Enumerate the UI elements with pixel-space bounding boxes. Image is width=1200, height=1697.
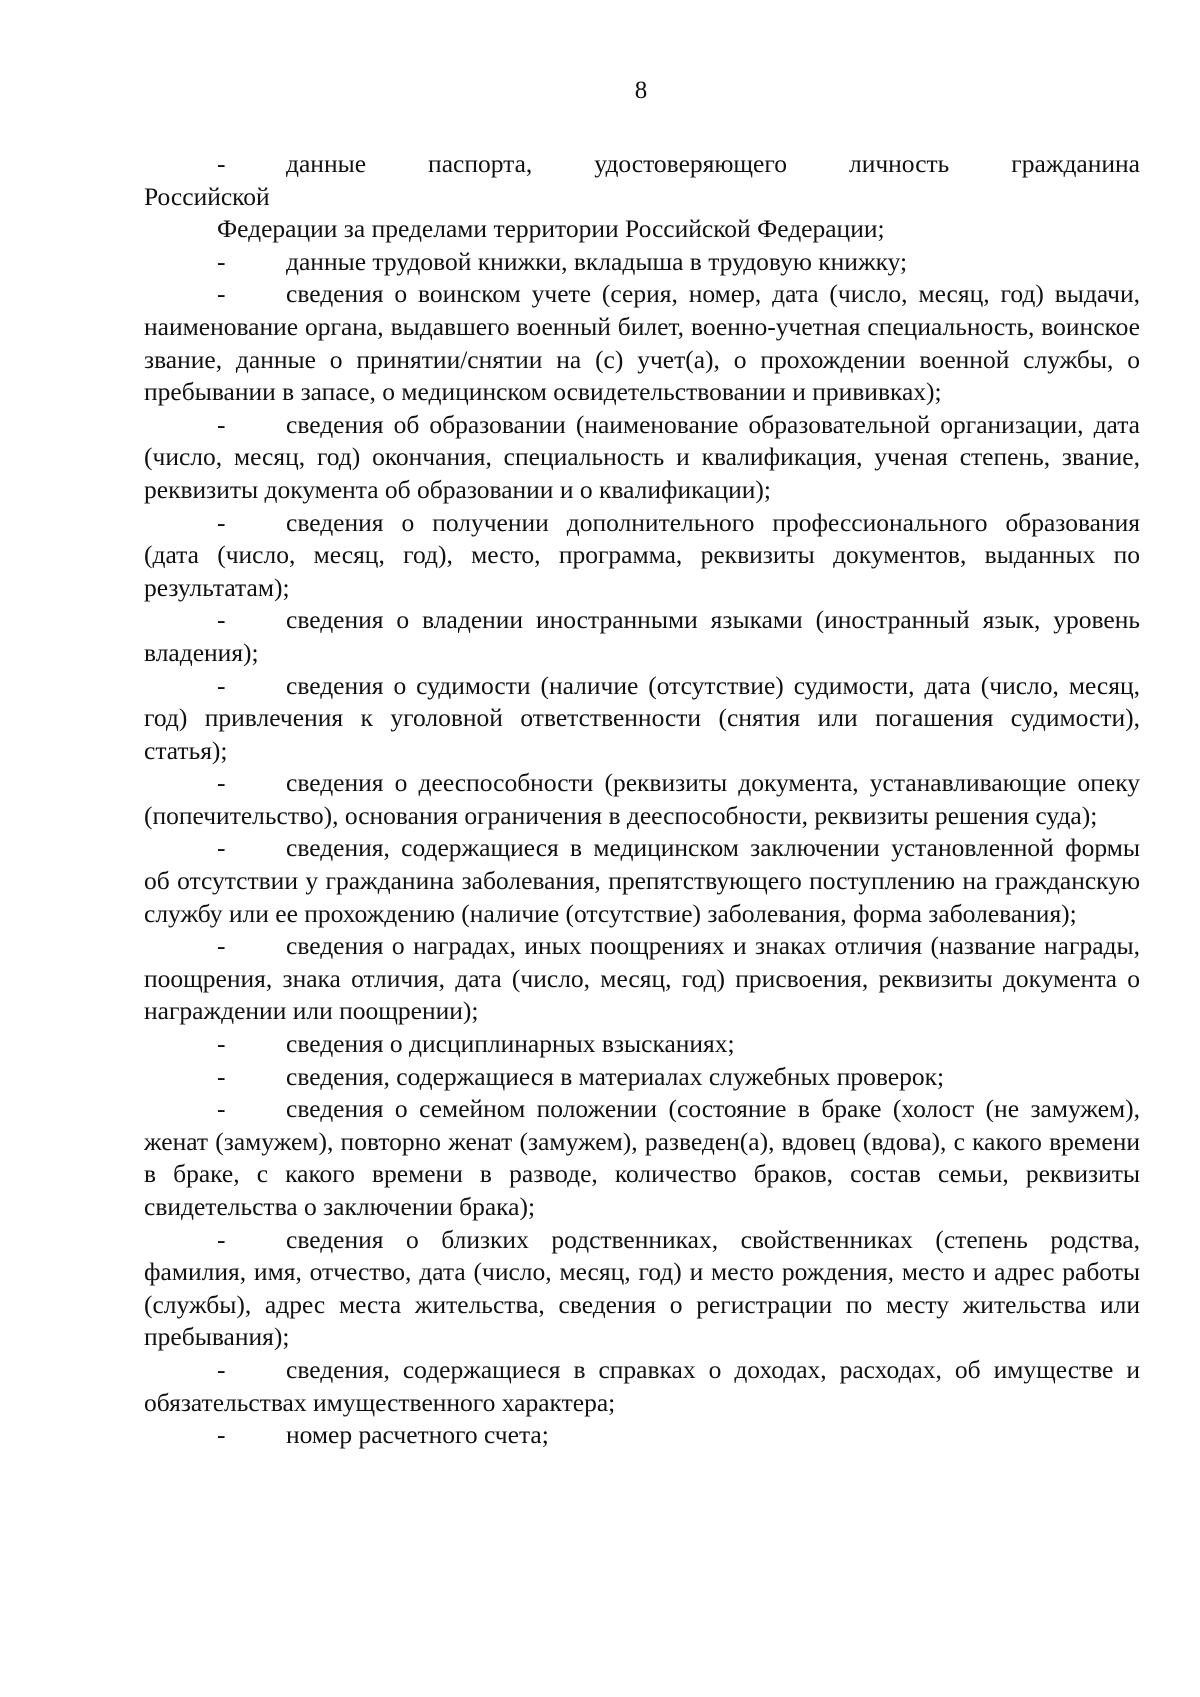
list-item (144, 1093, 1140, 1223)
list-item (144, 1419, 1140, 1452)
list-item (144, 670, 1140, 768)
list-item-text: данные паспорта, удостоверяющего личность гражданина (286, 149, 1140, 178)
list-item-text: сведения об образовании (наименование образовательной организации, дата (число, месяц, год) окончания, специальность и квалификация, ученая степень, звание, реквизиты документа об образовании и о квалификации); (144, 409, 1140, 504)
list-item-text: сведения о воинском учете (серия, номер, дата (число, месяц, год) выдачи, наименование органа, выдавшего военный билет, военно-учетная специальность, воинское звание, данные о принятии/снятии на (с) учет(а), о прохождении военной службы, о пребывании в запасе, о медицинском освидетельствовании и прививках); (144, 279, 1140, 407)
list-item (144, 246, 1140, 279)
list-item (144, 930, 1140, 1028)
bullet-dash: - (217, 279, 226, 309)
list-item (144, 278, 1140, 408)
list-item-text: сведения, содержащиеся в медицинском заключении установленной формы об отсутствии у гражданина заболевания, препятствующего поступлению на гражданскую службу или ее прохождению (наличие (отсутствие) заболевания, форма заболевания); (144, 833, 1140, 928)
bullet-dash: - (217, 1420, 226, 1450)
bullet-dash: - (217, 670, 226, 700)
bullet-dash: - (217, 149, 226, 178)
bullet-dash: - (217, 409, 226, 439)
list-item-text: Федерации за пределами территории Российской Федерации; (217, 214, 885, 244)
list-item-text: сведения о наградах, иных поощрениях и знаках отличия (название награды, поощрения, знака отличия, дата (число, месяц, год) присвоения, реквизиты документа о награждении или поощрении); (144, 931, 1140, 1026)
document-body (144, 148, 1140, 1452)
bullet-dash: - (217, 1354, 226, 1384)
list-item (144, 1354, 1140, 1419)
bullet-dash: - (217, 1094, 226, 1124)
bullet-dash: - (217, 605, 226, 635)
list-item (144, 767, 1140, 832)
list-item-text: сведения о владении иностранными языками (иностранный язык, уровень владения); (144, 605, 1140, 667)
list-item-text: сведения о семейном положении (состояние в браке (холост (не замужем), женат (замужем), повторно женат (замужем), разведен(а), вдовец (вдова), с какого времени в браке, с какого времени в разводе, количество браков, состав семьи, реквизиты свидетельства о заключении брака); (144, 1094, 1140, 1221)
bullet-dash: - (217, 1224, 226, 1254)
list-item (144, 1061, 1140, 1094)
list-item-text: номер расчетного счета; (286, 1420, 549, 1450)
page-number: 8 (634, 77, 648, 104)
list-item-text: сведения о дееспособности (реквизиты документа, устанавливающие опеку (попечительство), основания ограничения в дееспособности, реквизиты решения суда); (144, 768, 1140, 830)
list-item (144, 604, 1140, 669)
list-item-text: данные трудовой книжки, вкладыша в трудовую книжку; (286, 246, 908, 276)
bullet-dash: - (217, 931, 226, 961)
list-item (144, 1224, 1140, 1354)
list-item (144, 1028, 1140, 1061)
list-item-text: сведения о получении дополнительного профессионального образования (дата (число, месяц, год), место, программа, реквизиты документов, выданных по результатам); (144, 507, 1140, 602)
bullet-dash: - (217, 833, 226, 863)
list-item-text: сведения, содержащиеся в справках о доходах, расходах, об имуществе и обязательствах имущественного характера; (144, 1354, 1140, 1417)
list-item-text: сведения о близких родственниках, свойственниках (степень родства, фамилия, имя, отчество, дата (число, месяц, год) и место рождения, место и адрес работы (службы), адрес места жительства, сведения о регистрации по месту жительства или пребывания); (144, 1224, 1140, 1352)
list-item-wrap (144, 181, 1140, 214)
list-item-continuation (144, 213, 1140, 246)
bullet-dash: - (217, 246, 226, 276)
list-item-text: сведения о дисциплинарных взысканиях; (286, 1029, 735, 1059)
list-item-text: сведения о судимости (наличие (отсутствие) судимости, дата (число, месяц, год) привлечения к уголовной ответственности (снятия или погашения судимости), статья); (144, 670, 1140, 765)
bullet-dash: - (217, 768, 226, 798)
list-item (144, 832, 1140, 930)
list-item (144, 409, 1140, 507)
list-item-text: сведения, содержащиеся в материалах служебных проверок; (286, 1061, 945, 1091)
bullet-dash: - (217, 1029, 226, 1059)
list-item (144, 507, 1140, 605)
list-item-text: Российской (144, 181, 270, 211)
bullet-dash: - (217, 507, 226, 537)
bullet-dash: - (217, 1061, 226, 1091)
list-item (144, 148, 1140, 181)
